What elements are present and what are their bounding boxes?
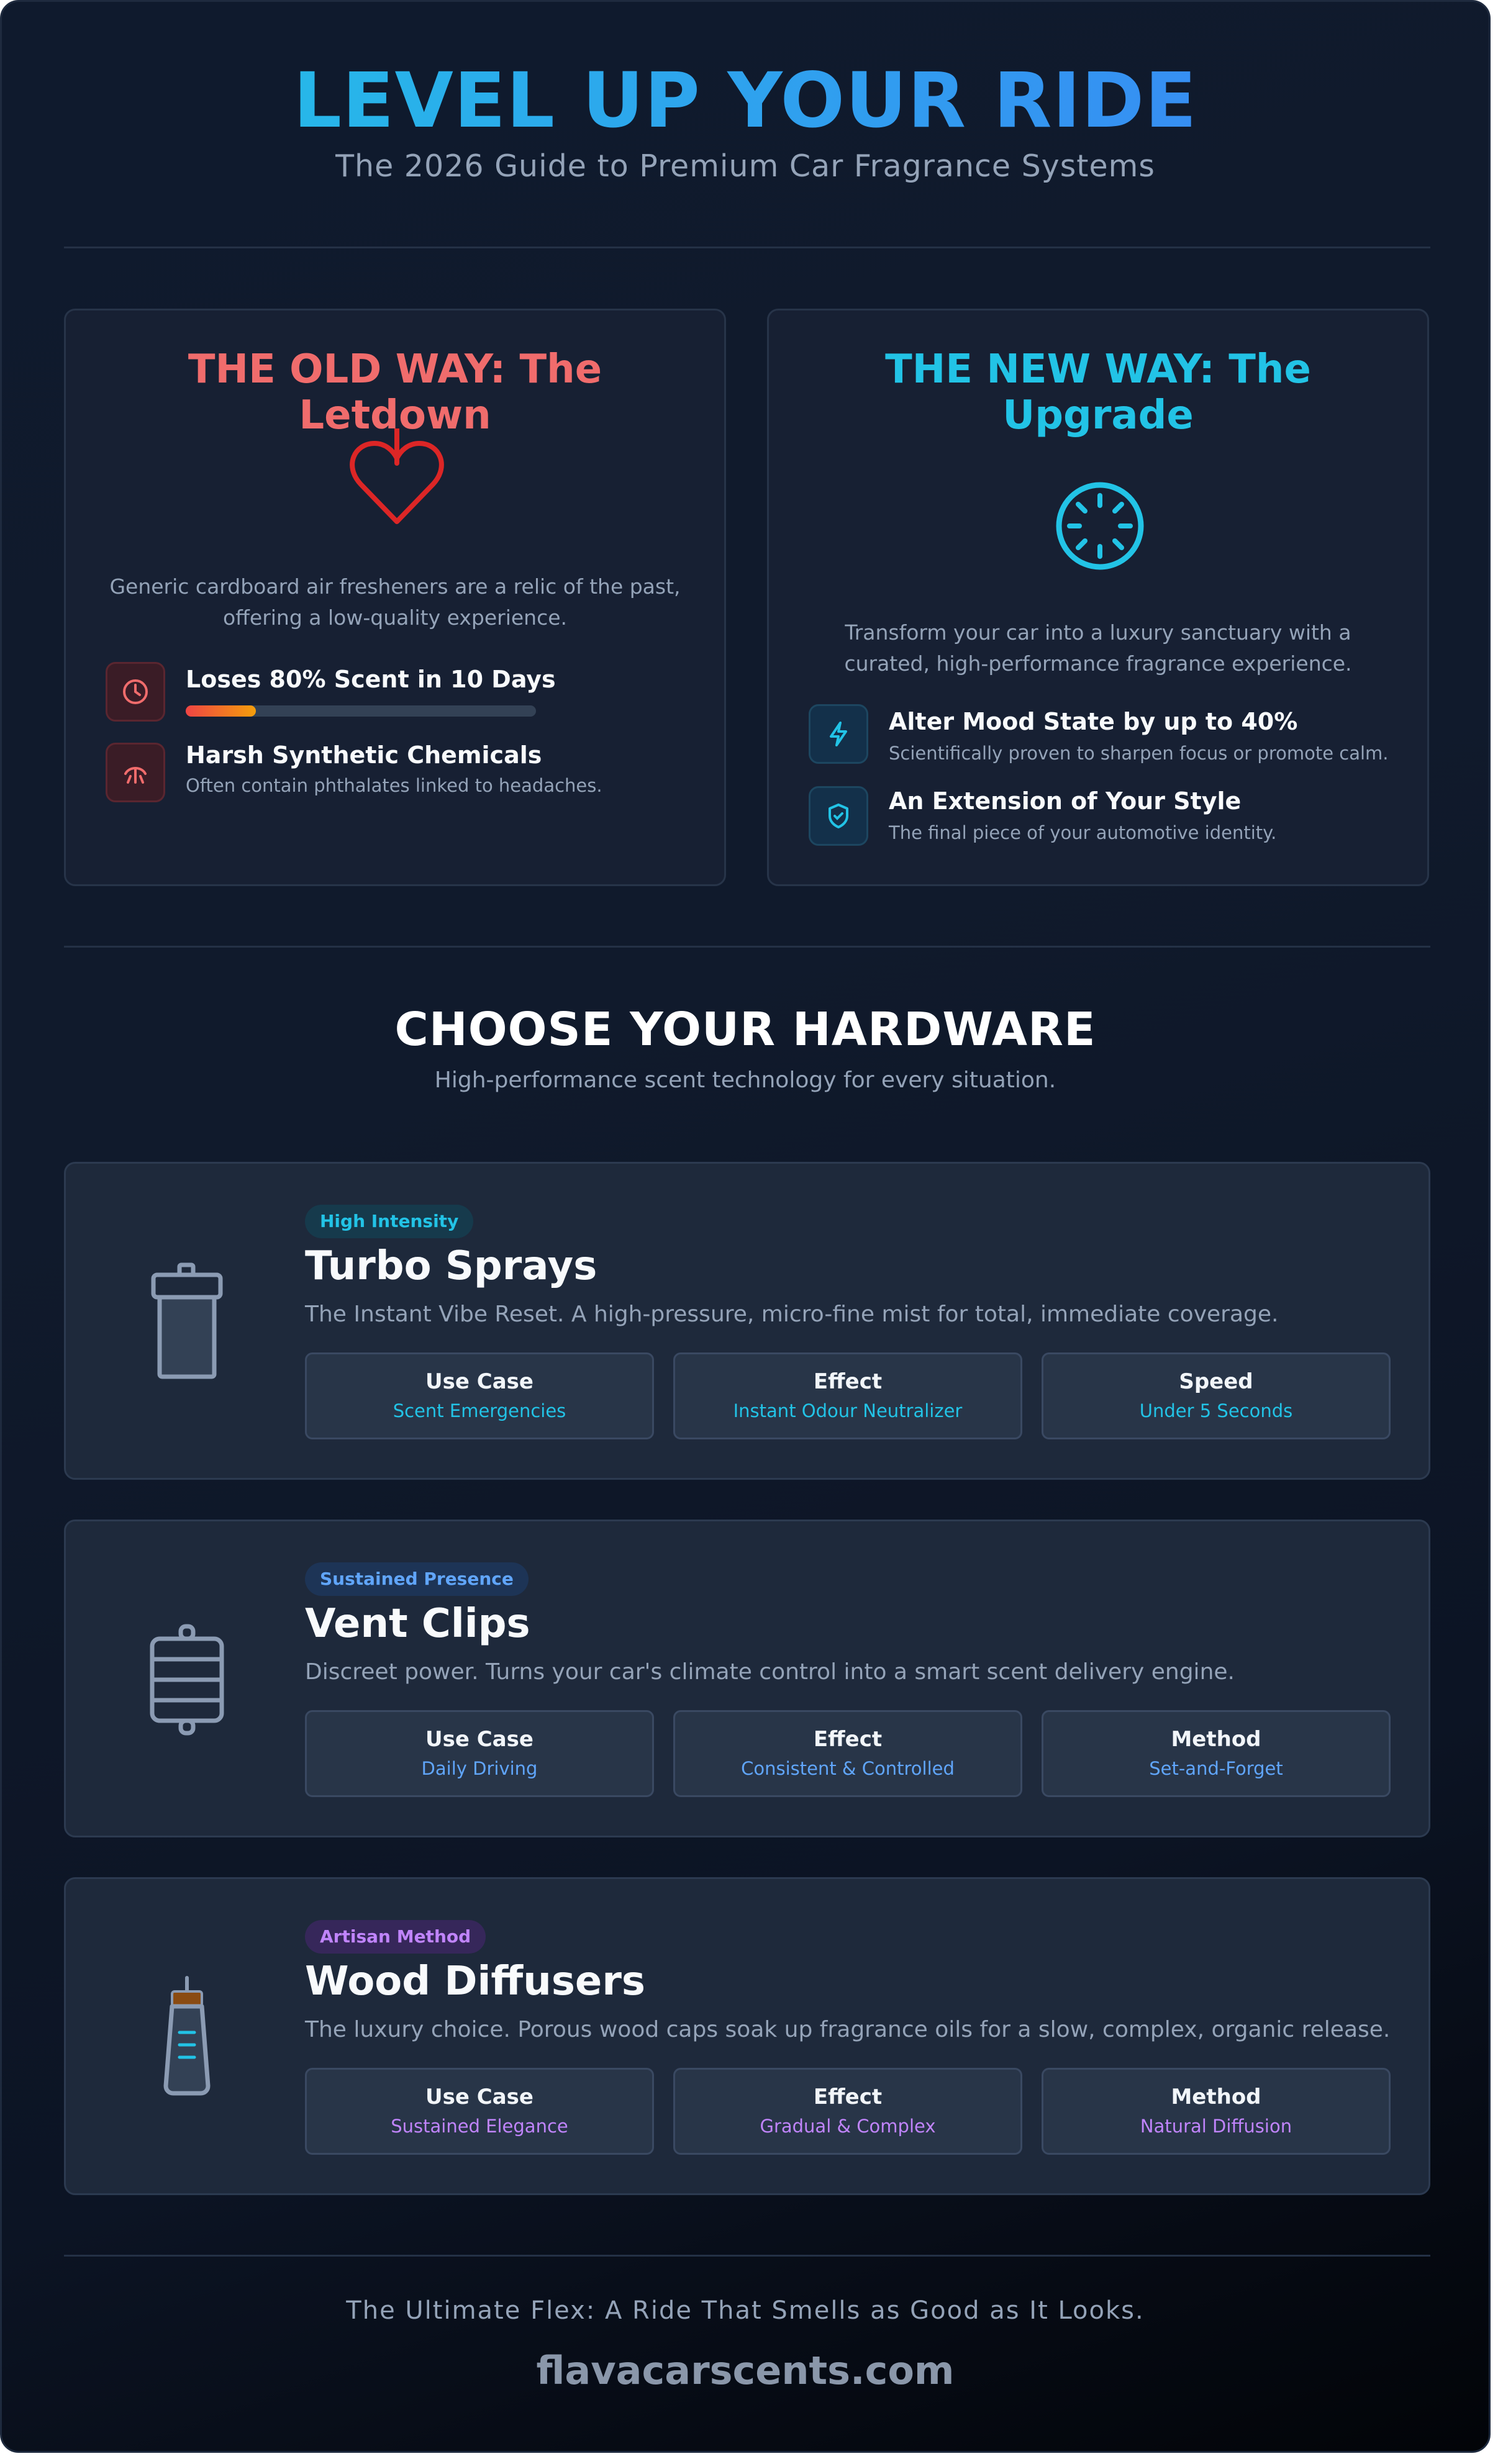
feature-subtitle: Often contain phthalates linked to headaches. [186,775,602,796]
feature-title: Harsh Synthetic Chemicals [186,741,542,769]
old-way-panel [64,309,726,886]
broken-heart-icon [348,428,445,528]
stat-label: Use Case [425,2085,534,2109]
stat-box [673,2068,1022,2155]
divider [64,247,1430,248]
feature-subtitle: Scientifically proven to sharpen focus or promote calm. [889,743,1389,764]
stat-box [673,1710,1022,1797]
stat-box [305,1352,654,1439]
card-title: Vent Clips [305,1601,530,1647]
scent-loss-bar [186,705,536,717]
shield-icon [809,786,868,846]
stat-box [673,1352,1022,1439]
hardware-card-vent-clips [64,1520,1430,1837]
page-title: LEVEL UP YOUR RIDE [2,57,1489,145]
new-way-description: Transform your car into a luxury sanctuary with a curated, high-performance fragrance experience. [844,620,1352,676]
stat-label: Speed [1179,1369,1253,1394]
stat-value: Under 5 Seconds [1139,1400,1293,1421]
card-description: Discreet power. Turns your car's climate control into a smart scent delivery engine. [305,1659,1235,1685]
hazard-icon [106,743,165,802]
clock-icon [106,662,165,722]
stat-box [1042,1352,1391,1439]
divider [64,946,1430,948]
new-way-title: THE NEW WAY: The Upgrade [885,346,1311,438]
card-title: Turbo Sprays [305,1243,597,1289]
hardware-card-turbo-sprays [64,1162,1430,1480]
dial-icon [1053,479,1147,573]
wood-diffuser-icon [143,1975,230,2099]
card-title: Wood Diffusers [305,1959,645,2004]
page-subtitle: The 2026 Guide to Premium Car Fragrance Systems [335,148,1155,184]
feature-title: An Extension of Your Style [889,787,1242,815]
stat-label: Use Case [425,1727,534,1752]
stat-label: Method [1171,1727,1261,1752]
stat-value: Natural Diffusion [1140,2116,1292,2137]
stat-box [305,2068,654,2155]
badge: High Intensity [305,1205,473,1238]
stat-box [1042,1710,1391,1797]
card-description: The luxury choice. Porous wood caps soak up fragrance oils for a slow, complex, organic release. [305,2017,1391,2042]
stat-label: Effect [813,1727,883,1752]
vent-clip-icon [143,1618,230,1742]
stat-value: Daily Driving [421,1758,538,1779]
footer-tagline: The Ultimate Flex: A Ride That Smells as Good as It Looks. [346,2296,1145,2325]
footer-url[interactable]: flavacarscents.com [536,2348,955,2393]
stat-value: Consistent & Controlled [741,1758,955,1779]
hardware-subtitle: High-performance scent technology for every situation. [434,1067,1056,1093]
stat-label: Method [1171,2085,1261,2109]
stat-label: Use Case [425,1369,534,1394]
stat-value: Instant Odour Neutralizer [733,1400,963,1421]
scent-loss-bar-fill [186,705,256,717]
card-description: The Instant Vibe Reset. A high-pressure, micro-fine mist for total, immediate coverage. [305,1302,1279,1327]
stat-box [1042,2068,1391,2155]
feature-title: Alter Mood State by up to 40% [889,708,1298,735]
badge: Sustained Presence [305,1562,529,1596]
feature-title: Loses 80% Scent in 10 Days [186,666,556,693]
stat-box [305,1710,654,1797]
divider [64,2255,1430,2257]
new-way-panel [767,309,1429,886]
stat-label: Effect [813,1369,883,1394]
stat-value: Set-and-Forget [1149,1758,1283,1779]
stat-value: Sustained Elegance [391,2116,568,2137]
stat-label: Effect [813,2085,883,2109]
hardware-title: CHOOSE YOUR HARDWARE [394,1003,1096,1056]
old-way-description: Generic cardboard air fresheners are a relic of the past, offering a low-quality experience. [109,574,681,630]
badge: Artisan Method [305,1920,486,1954]
lightning-icon [809,704,868,764]
hardware-card-wood-diffusers [64,1877,1430,2195]
spray-can-icon [143,1260,230,1384]
stat-value: Gradual & Complex [760,2116,936,2137]
old-way-title: THE OLD WAY: The Letdown [188,346,602,438]
stat-value: Scent Emergencies [393,1400,566,1421]
feature-subtitle: The final piece of your automotive identity. [889,822,1277,843]
